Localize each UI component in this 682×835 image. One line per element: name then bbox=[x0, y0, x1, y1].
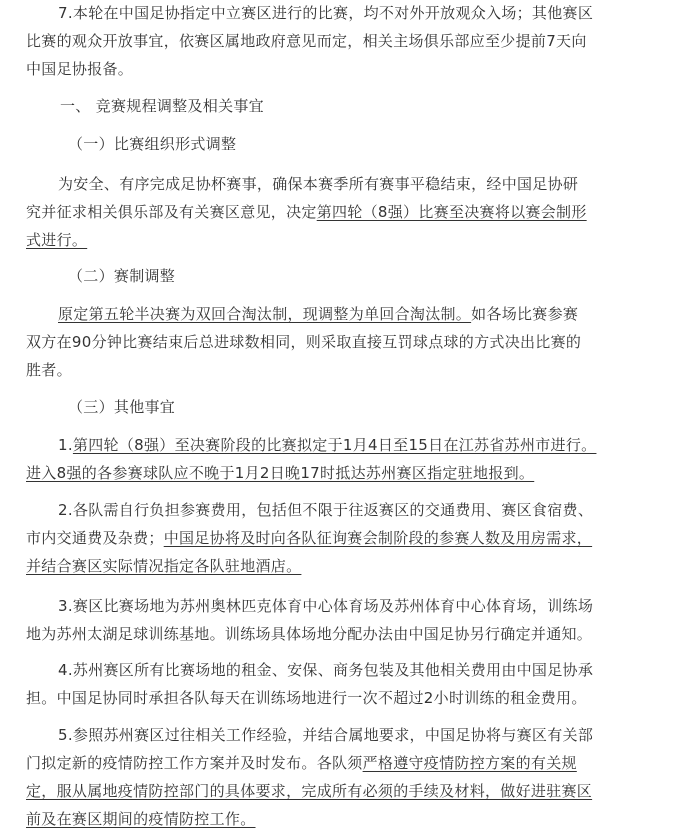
text-line: 3.赛区比赛场地为苏州奥林匹克体育中心体育场及苏州体育中心体育场，训练场 bbox=[58, 597, 594, 615]
text-line bbox=[26, 805, 626, 833]
subsection-heading-text: （三）其他事宜 bbox=[68, 398, 176, 416]
text-line bbox=[26, 749, 626, 777]
paragraph-rules-adjustment bbox=[26, 300, 626, 384]
text-plain: 如各场比赛参赛 bbox=[471, 305, 579, 323]
section-heading-text: 一、 竞赛规程调整及相关事宜 bbox=[60, 97, 264, 115]
paragraph-item-3 bbox=[26, 592, 626, 648]
text-underlined: 进入8强的各参赛球队应不晚于1月2日晚17时抵达苏州赛区指定驻地报到。 bbox=[26, 464, 535, 482]
text-line bbox=[26, 459, 626, 487]
text-underlined: 严格遵守疫情防控方案的有关规 bbox=[362, 754, 577, 772]
text-line: 7.本轮在中国足协指定中立赛区进行的比赛，均不对外开放观众入场；其他赛区 bbox=[58, 4, 594, 22]
text-line bbox=[26, 431, 626, 459]
text-line: 双方在90分钟比赛结束后总进球数相同，则采取直接互罚球点球的方式决出比赛的 bbox=[26, 333, 582, 351]
text-line bbox=[26, 198, 626, 226]
text-underlined: 前及在赛区期间的疫情防控工作。 bbox=[26, 810, 256, 828]
paragraph-item-7 bbox=[26, 0, 626, 83]
text-underlined: 定，服从属地疫情防控部门的具体要求，完成所有必须的手续及材料，做好进驻赛区 bbox=[26, 782, 593, 800]
text-line: 2.各队需自行负担参赛费用，包括但不限于往返赛区的交通费用、赛区食宿费、 bbox=[58, 501, 594, 519]
text-line: 为安全、有序完成足协杯赛事，确保本赛季所有赛事平稳结束，经中国足协研 bbox=[58, 175, 579, 193]
subsection-heading-text: （一）比赛组织形式调整 bbox=[68, 135, 237, 153]
text-plain: 市内交通费及杂费； bbox=[26, 529, 164, 547]
subsection-heading-3 bbox=[26, 393, 626, 421]
text-line: 4.苏州赛区所有比赛场地的租金、安保、商务包装及其他相关费用由中国足协承 bbox=[58, 661, 594, 679]
paragraph-item-2 bbox=[26, 496, 626, 580]
subsection-heading-1 bbox=[26, 130, 626, 158]
text-line bbox=[26, 552, 626, 580]
text-line: 胜者。 bbox=[26, 361, 72, 379]
text-line bbox=[26, 300, 626, 328]
text-line: 5.参照苏州赛区过往相关工作经验，并结合属地要求，中国足协将与赛区有关部 bbox=[58, 726, 594, 744]
text-underlined: 并结合赛区实际情况指定各队驻地酒店。 bbox=[26, 557, 302, 575]
text-underlined: 原定第五轮半决赛为双回合淘汰制，现调整为单回合淘汰制。 bbox=[58, 305, 472, 323]
text-line bbox=[26, 777, 626, 805]
text-plain: 门拟定新的疫情防控工作方案并及时发布。各队须 bbox=[26, 754, 363, 772]
text-underlined: 中国足协将及时向各队征询赛会制阶段的参赛人数及用房需求， bbox=[163, 529, 593, 547]
paragraph-item-5 bbox=[26, 721, 626, 833]
text-plain: 1. bbox=[58, 436, 73, 454]
paragraph-item-4 bbox=[26, 656, 626, 712]
text-line bbox=[26, 524, 626, 552]
text-line: 担。中国足协同时承担各队每天在训练场地进行一次不超过2小时训练的租金费用。 bbox=[26, 689, 587, 707]
text-plain: 究并征求相关俱乐部及有关赛区意见，决定 bbox=[26, 203, 317, 221]
text-line: 中国足协报备。 bbox=[26, 60, 134, 78]
paragraph-item-1 bbox=[26, 431, 626, 487]
section-heading bbox=[26, 92, 626, 120]
text-underlined: 式进行。 bbox=[26, 231, 88, 249]
text-line: 地为苏州太湖足球训练基地。训练场具体场地分配办法由中国足协另行确定并通知。 bbox=[26, 625, 593, 643]
text-line: 比赛的观众开放事宜，依赛区属地政府意见而定，相关主场俱乐部应至少提前7天向 bbox=[26, 32, 587, 50]
text-underlined: 第四轮（8强）至决赛阶段的比赛拟定于1月4日至15日在江苏省苏州市进行。 bbox=[72, 436, 597, 454]
text-underlined: 第四轮（8强）比赛至决赛将以赛会制形 bbox=[316, 203, 587, 221]
subsection-heading-text: （二）赛制调整 bbox=[68, 267, 176, 285]
paragraph-format-adjustment bbox=[26, 170, 626, 254]
text-line bbox=[26, 226, 626, 254]
subsection-heading-2 bbox=[26, 262, 626, 290]
